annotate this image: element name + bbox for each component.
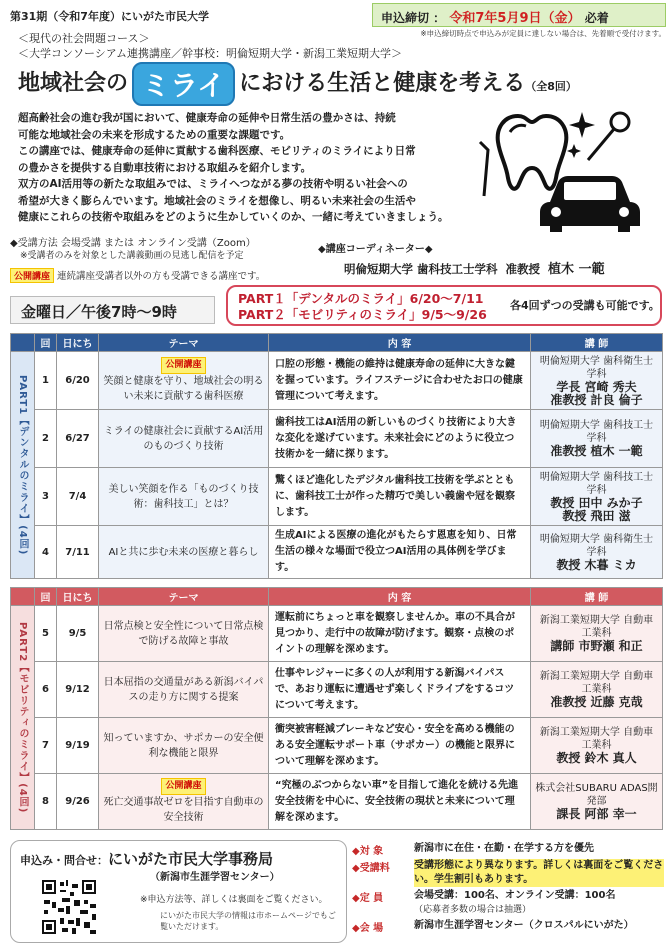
info-value: 新潟市生涯学習センター（クロスパルにいがた）: [414, 920, 634, 931]
lecturer-org: 明倫短期大学 歯科技工士学科: [539, 420, 654, 444]
contact-web-note: にいがた市民大学の情報は市ホームページでもご覧いただけます。: [160, 911, 336, 931]
intro-text: [18, 110, 458, 226]
lecturer-name: 教授 木暮 ミカ: [556, 557, 637, 572]
theme-header: テーマ: [99, 334, 269, 352]
lecturer-org: 明倫短期大学 歯科技工士学科: [539, 471, 654, 496]
session-num: 6: [35, 662, 57, 718]
lecturer-org: 新潟工業短期大学 自動車工業科: [539, 671, 654, 695]
contact-title: [20, 848, 273, 869]
lecturer-org: 新潟工業短期大学 自動車工業科: [539, 615, 654, 639]
part-note: 各4回ずつの受講も可能です。: [510, 299, 660, 312]
part2-table: [10, 587, 663, 830]
tooth-car-illustration: [470, 102, 650, 234]
session-num: 5: [35, 606, 57, 662]
deadline-suffix: 必着: [584, 11, 609, 25]
lecturer-name: 講師 市野瀬 和正: [550, 639, 643, 653]
lecturer-name: 准教授 計良 倫子: [550, 392, 643, 407]
deadline-label: 申込締切 ：: [381, 11, 446, 25]
session-num: 8: [35, 774, 57, 830]
info-value-main: 会場受講：100名、オンライン受講：100名: [414, 890, 616, 901]
info-value: 受講形態により異なります。詳しくは裏面をご覧ください。学生割引もあります。: [414, 860, 664, 885]
deadline-date: 令和7年5月9日（金）: [449, 11, 581, 26]
coordinator-org: 明倫短期大学 歯科技工士学科: [344, 262, 498, 276]
info-row: [352, 889, 664, 917]
session-date: 9/5: [57, 606, 99, 662]
content-header: 内 容: [269, 334, 531, 352]
session-theme: AIと共に歩む未来の医療と暮らし: [99, 526, 269, 579]
lecturer-name: 教授 飛田 滋: [562, 508, 631, 523]
title-post: における生活と健康を考える: [239, 71, 526, 96]
intro-line: 健康にこれらの技術や取組みをどのように生かしていくのか、一緒に考えていきましょう。: [18, 211, 449, 223]
session-content: 運転前にちょっと車を観察しませんか。車の不具合が見つかり、走行中の故障が防げます。観察・点検のポイントの理解を深めます。: [269, 606, 531, 662]
session-lecturer: [531, 718, 663, 774]
info-list: [352, 842, 664, 936]
session-date: 9/12: [57, 662, 99, 718]
session-content: 生成AIによる医療の進化がもたらす恩恵を知り、日常生活の様々な場面で役立つAI活用の具体例を学びます。: [269, 526, 531, 579]
theme-text: 死亡交通事故ゼロを目指す自動車の安全技術: [103, 797, 264, 823]
session-lecturer: [531, 662, 663, 718]
session-num: 3: [35, 468, 57, 526]
session-content: 仕事やレジャーに多くの人が利用する新潟バイパスで、あおり運転に遭遇せず楽しくドライブをするコツについて考えます。: [269, 662, 531, 718]
session-num: 7: [35, 718, 57, 774]
method-note: ※受講者のみを対象とした講義動画の見逃し配信を予定: [20, 251, 244, 261]
info-value: [414, 889, 664, 917]
session-lecturer: [531, 774, 663, 830]
public-lecture-legend: [10, 268, 265, 283]
info-key: ◆受講料: [352, 863, 390, 874]
deadline-box: [372, 3, 666, 27]
table-row: [11, 352, 663, 410]
public-badge: 公開講座: [10, 268, 54, 283]
lecturer-org: 新潟工業短期大学 自動車工業科: [539, 727, 654, 751]
coordinator-person: 植木 一範: [548, 262, 605, 277]
session-content: 歯科技工はAI活用の新しいものづくり技術により大きな変化を遂げています。未来社会にどのように役立つ技術かを一緒に探ります。: [269, 410, 531, 468]
session-date: 9/26: [57, 774, 99, 830]
session-lecturer: [531, 606, 663, 662]
session-theme: 美しい笑顔を作る「ものづくり技術：歯科技工」とは？: [99, 468, 269, 526]
session-num: 2: [35, 410, 57, 468]
num-header: 回: [35, 588, 57, 606]
deadline-note: ※申込締切時点で申込みが定員に達しない場合は、先着順で受付けます。: [420, 29, 666, 38]
info-key: ◆定 員: [352, 893, 384, 904]
intro-line: 可能な地域社会の未来を形成するための重要な課題です。: [18, 128, 291, 141]
part2-dates: PART２「モビリティのミライ」9/5～9/26: [238, 307, 487, 322]
date-header: 日にち: [57, 334, 99, 352]
table-row: [11, 468, 663, 526]
lecturer-org: 明倫短期大学 歯科衛生士学科: [539, 533, 654, 558]
lecturer-name: 課長 阿部 幸一: [556, 807, 637, 821]
session-theme: 日本屈指の交通量がある新潟バイパスの走り方に関する提案: [99, 662, 269, 718]
content-header: 内 容: [269, 588, 531, 606]
title-pre: 地域社会の: [18, 71, 129, 96]
course-label: 第31期（令和7年度）にいがた市民大学: [10, 10, 209, 23]
lecturer-org: 明倫短期大学 歯科衛生士学科: [539, 355, 654, 380]
title-count: （全8回）: [525, 80, 577, 93]
session-date: 9/19: [57, 718, 99, 774]
sparkle-icon: [567, 112, 595, 158]
lecturer-name: 教授 田中 みか子: [550, 495, 643, 510]
intro-line: の豊かさを提供する自動車技術における取組みを紹介します。: [18, 161, 312, 174]
course-subtitle: ＜現代の社会問題コース＞: [18, 32, 150, 45]
session-content: 口腔の形態・機能の維持は健康寿命の延伸に大きな鍵を握っています。ライフステージに合わせたお口の健康管理について考えます。: [269, 352, 531, 410]
session-date: 6/20: [57, 352, 99, 410]
table-row: [11, 662, 663, 718]
lecturer-name: 学長 宮崎 秀夫: [556, 379, 637, 394]
theme-text: 笑顔と健康を守り、地域社会の明るい未来に貢献する歯科医療: [103, 376, 264, 402]
session-content: 驚くほど進化したデジタル歯科技工技術を学ぶとともに、歯科技工士が作った精巧で美しい義歯や冠を観察します。: [269, 468, 531, 526]
page-title: [18, 62, 658, 104]
lecturer-name: 准教授 植木 一範: [550, 444, 643, 458]
lecturer-name: 教授 鈴木 真人: [556, 751, 637, 765]
info-value: 新潟市に在住・在勤・在学する方を優先: [414, 843, 594, 854]
coordinator-label: ◆講座コーディネーター◆: [318, 244, 433, 255]
lecturer-name: 准教授 近藤 克哉: [550, 695, 643, 709]
session-lecturer: [531, 352, 663, 410]
session-content: “究極のぶつからない車”を目指して進化を続ける先進安全技術を中心に、安全技術の現状と未来について理解を深めます。: [269, 774, 531, 830]
title-mirai: ミライ: [132, 62, 235, 106]
intro-line: 希望が大きく膨らんでいます。地域社会のミライを想像し、明るい未来社会の生活や: [18, 194, 416, 207]
coordinator-title: 准教授: [505, 262, 541, 276]
table-row: [11, 718, 663, 774]
info-key: ◆会 場: [352, 923, 384, 934]
dental-mirror-icon: [588, 113, 629, 160]
part-col-header: [11, 334, 35, 352]
session-date: 6/27: [57, 410, 99, 468]
session-theme: [99, 774, 269, 830]
session-date: 7/4: [57, 468, 99, 526]
qr-code-icon[interactable]: [40, 878, 98, 936]
session-theme: 日常点検と安全性について日常点検で防げる故障と事故: [99, 606, 269, 662]
num-header: 回: [35, 334, 57, 352]
table-row: [11, 410, 663, 468]
table-row: [11, 606, 663, 662]
schedule-time: 金曜日／午後7時～9時: [10, 296, 215, 324]
date-header: 日にち: [57, 588, 99, 606]
part1-dates: PART１「デンタルのミライ」6/20～7/11: [238, 291, 484, 306]
info-row: [352, 919, 664, 934]
info-row: [352, 842, 664, 857]
session-theme: [99, 352, 269, 410]
contact-note: ※申込方法等、詳しくは裏面をご覧ください。: [140, 895, 328, 905]
info-row: [352, 859, 664, 887]
part1-table: [10, 333, 663, 579]
intro-line: 双方のAI活用等の新たな取組みでは、ミライへつながる夢の技術や明るい社会への: [18, 178, 408, 190]
part-col-header: [11, 588, 35, 606]
session-theme: ミライの健康社会に貢献するAI活用のものづくり技術: [99, 410, 269, 468]
method-line: ◆受講方法 会場受講 または オンライン受講（Zoom）: [10, 238, 256, 249]
contact-label: 申込み・問合せ：: [20, 854, 108, 867]
table-header: [11, 588, 663, 606]
table-row: [11, 774, 663, 830]
table-header: [11, 334, 663, 352]
session-theme: 知っていますか、サポカーの安全便利な機能と限界: [99, 718, 269, 774]
consortium-subtitle: ＜大学コンソーシアム連携講座／幹事校：明倫短期大学・新潟工業短期大学＞: [18, 47, 403, 60]
session-lecturer: [531, 526, 663, 579]
public-badge: 公開講座: [161, 778, 205, 795]
theme-header: テーマ: [99, 588, 269, 606]
intro-line: 超高齢社会の進む我が国において、健康寿命の延伸や日常生活の豊かさは、持続: [18, 112, 396, 124]
tooth-icon: [498, 116, 567, 189]
contact-sub: （新潟市生涯学習センター）: [150, 872, 280, 883]
lecturer-org: 株式会社SUBARU ADAS開発部: [535, 783, 658, 807]
table-row: [11, 526, 663, 579]
lecturer-header: 講 師: [531, 588, 663, 606]
info-value-note: （応募者多数の場合は抽選）: [414, 905, 532, 915]
session-date: 7/11: [57, 526, 99, 579]
public-legend-text: 連続講座受講者以外の方も受講できる講座です。: [57, 271, 266, 282]
contact-office: にいがた市民大学事務局: [108, 850, 274, 868]
session-num: 1: [35, 352, 57, 410]
dental-probe-icon: [480, 142, 488, 196]
part1-label: PART1【デンタルのミライ】(4回): [11, 352, 35, 579]
session-num: 4: [35, 526, 57, 579]
part2-label: PART2【モビリティのミライ】(4回): [11, 606, 35, 830]
session-lecturer: [531, 410, 663, 468]
lecturer-header: 講 師: [531, 334, 663, 352]
session-lecturer: [531, 468, 663, 526]
session-content: 衝突被害軽減ブレーキなど安心・安全を高める機能のある安全運転サポート車（サポカー）の機能と限界について理解を深めます。: [269, 718, 531, 774]
info-key: ◆対 象: [352, 846, 384, 857]
coordinator-name: [344, 258, 605, 277]
intro-line: この講座では、健康寿命の延伸に貢献する歯科医療、モビリティのミライにより日常: [18, 145, 416, 157]
public-badge: 公開講座: [161, 357, 205, 374]
